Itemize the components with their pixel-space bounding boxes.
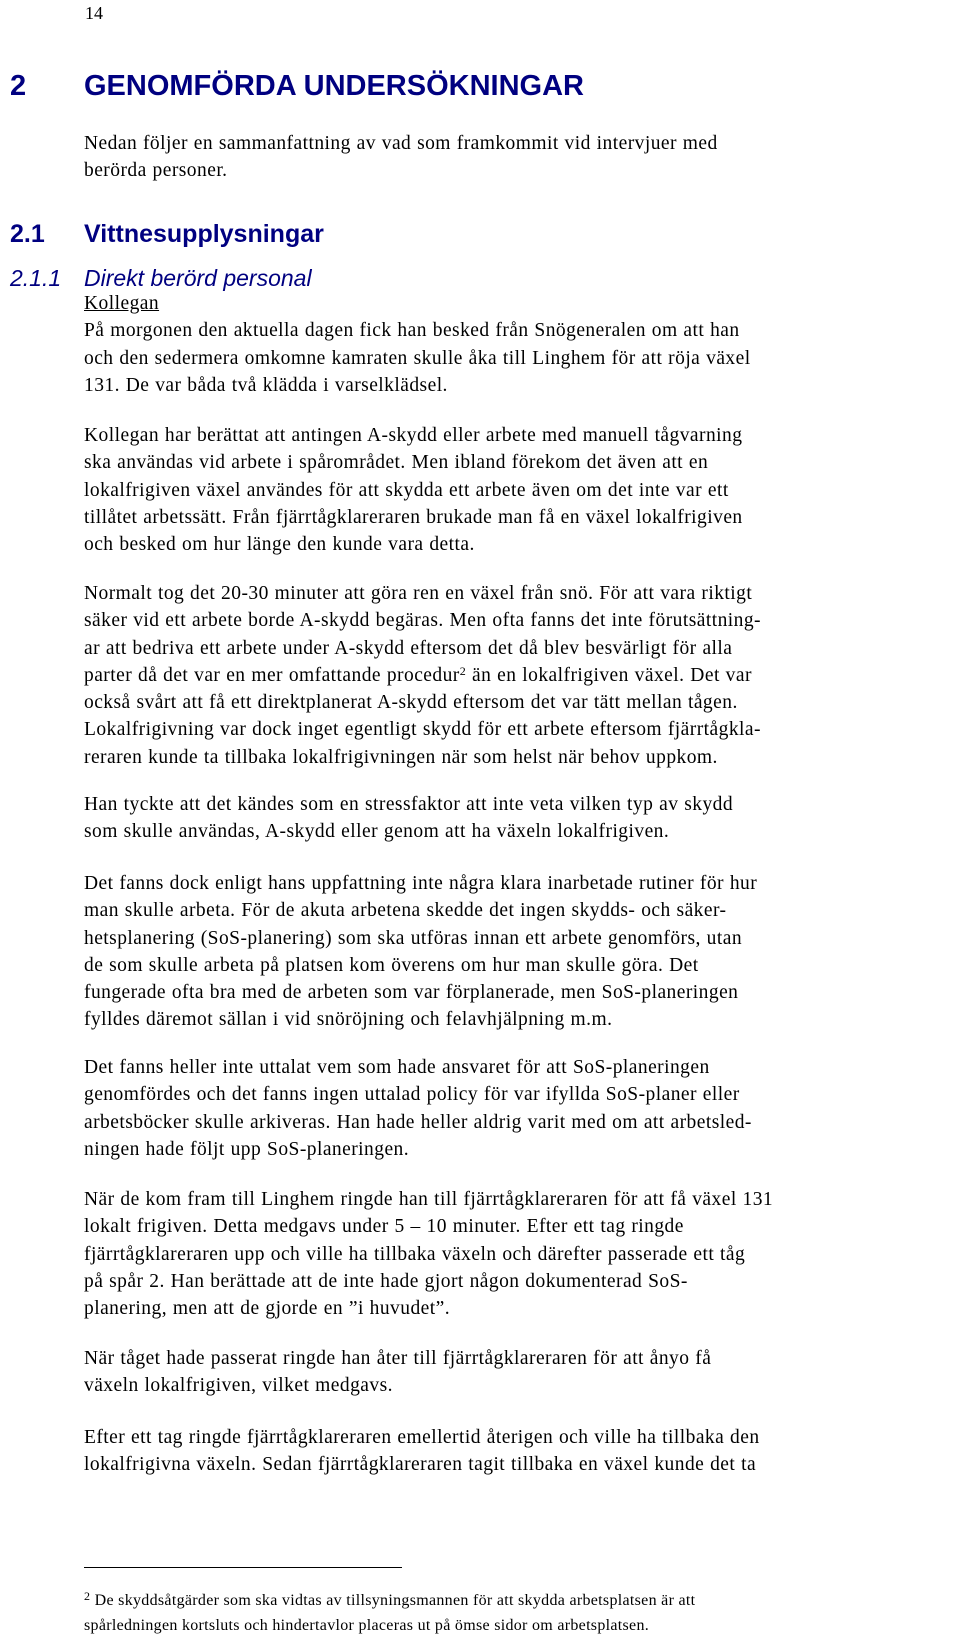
text-line: lokalt frigiven. Detta medgavs under 5 – 10 minuter. Efter ett tag ringde <box>84 1216 684 1238</box>
text-line: När tåget hade passerat ringde han åter till fjärrtågklareraren för att ånyo få <box>84 1348 712 1369</box>
paragraph-9 <box>84 1424 960 1479</box>
footnote-line <box>84 1588 960 1613</box>
text-line: planering, men att de gjorde en ”i huvudet”. <box>84 1298 451 1320</box>
text-line: Kollegan har berättat att antingen A-skydd eller arbete med manuell tågvarning <box>84 425 743 446</box>
text-line: och besked om hur länge den kunde vara detta. <box>84 534 475 556</box>
section-title: Vittnesupplysningar <box>84 220 324 248</box>
footnote-reference[interactable]: 2 <box>459 663 467 678</box>
text-line: lokalfrigiven växel användes för att skydda ett arbete även om det inte var ett <box>84 479 729 501</box>
text-segment: än en lokalfrigiven växel. Det var <box>466 664 752 686</box>
text-line: på spår 2. Han berättade att de inte hade gjort någon dokumenterad SoS- <box>84 1270 688 1292</box>
text-line: fungerade ofta bra med de arbeten som var förplanerade, men SoS-planeringen <box>84 982 739 1004</box>
paragraph-3 <box>84 580 960 771</box>
text-line: Normalt tog det 20-30 minuter att göra ren en växel från snö. För att vara riktigt <box>84 583 753 604</box>
subsection-heading <box>10 263 312 293</box>
chapter-number: 2 <box>10 70 27 102</box>
subsection-title: Direkt berörd personal <box>84 265 312 291</box>
text-line: Nedan följer en sammanfattning av vad som framkommit vid intervjuer med <box>84 133 718 154</box>
speaker-heading: Kollegan <box>84 293 160 314</box>
paragraph-1 <box>84 290 960 399</box>
text-line: de som skulle arbeta på platsen kom överens om hur man skulle göra. Det <box>84 954 699 976</box>
text-line: arbetsböcker skulle arkiveras. Han hade heller aldrig varit med om att arbetsled- <box>84 1111 752 1133</box>
paragraph-8 <box>84 1345 960 1400</box>
text-line <box>84 662 960 689</box>
text-line: lokalfrigivna växeln. Sedan fjärrtågklareraren tagit tillbaka en växel kunde det ta <box>84 1454 757 1476</box>
text-line: ar att bedriva ett arbete under A-skydd eftersom det då blev besvärligt för alla <box>84 637 733 659</box>
footnote-separator <box>84 1567 402 1568</box>
text-line: Efter ett tag ringde fjärrtågklareraren emellertid återigen och ville ha tillbaka den <box>84 1427 760 1448</box>
text-line: hetsplanering (SoS-planering) som ska utföras innan ett arbete genomförs, utan <box>84 927 743 949</box>
text-line: På morgonen den aktuella dagen fick han besked från Snögeneralen om att han <box>84 320 740 342</box>
text-line: tillåtet arbetssätt. Från fjärrtågklareraren brukade man få en växel lokalfrigiven <box>84 506 743 528</box>
footnote-line: spårledningen kortsluts och hindertavlor placeras ut på ömse sidor om arbetsplatsen. <box>84 1617 650 1634</box>
chapter-title: GENOMFÖRDA UNDERSÖKNINGAR <box>84 70 584 102</box>
section-heading <box>10 218 324 250</box>
text-segment: parter då det var en mer omfattande procedur <box>84 664 460 686</box>
paragraph-4 <box>84 791 960 846</box>
text-line: man skulle arbeta. För de akuta arbetena skedde det ingen skydds- och säker- <box>84 900 727 922</box>
text-line: genomfördes och det fanns ingen uttalad policy för var ifyllda SoS-planer eller <box>84 1084 740 1106</box>
text-line: ska användas vid arbete i spårområdet. Men ibland förekom det även att en <box>84 452 709 474</box>
text-line: som skulle användas, A-skydd eller genom att ha växeln lokalfrigiven. <box>84 821 670 843</box>
intro-paragraph <box>84 130 960 185</box>
paragraph-7 <box>84 1186 960 1322</box>
section-number: 2.1 <box>10 220 45 248</box>
text-line: 131. De var båda två klädda i varselklädsel. <box>84 374 448 396</box>
text-line: reraren kunde ta tillbaka lokalfrigivningen när som helst när behov uppkom. <box>84 746 718 768</box>
paragraph-6 <box>84 1054 960 1163</box>
text-line: också svårt att få ett direktplanerat A-skydd eftersom det var tätt mellan tågen. <box>84 692 738 714</box>
text-line: ningen hade följt upp SoS-planeringen. <box>84 1138 410 1160</box>
page-number: 14 <box>85 3 103 23</box>
text-line: fjärrtågklareraren upp och ville ha tillbaka växeln och därefter passerade ett tåg <box>84 1243 746 1265</box>
paragraph-2 <box>84 422 960 558</box>
subsection-number: 2.1.1 <box>10 265 62 291</box>
text-line: Det fanns dock enligt hans uppfattning inte några klara inarbetade rutiner för hur <box>84 873 758 894</box>
text-line: Lokalfrigivning var dock inget egentligt skydd för ett arbete eftersom fjärrtågkla- <box>84 719 761 741</box>
text-line: När de kom fram till Linghem ringde han till fjärrtågklareraren för att få växel 131 <box>84 1189 774 1210</box>
paragraph-5 <box>84 870 960 1034</box>
text-line: säker vid ett arbete borde A-skydd begäras. Men ofta fanns det inte förutsättning- <box>84 610 761 632</box>
text-line: växeln lokalfrigiven, vilket medgavs. <box>84 1375 393 1397</box>
text-line: fylldes däremot sällan i vid snöröjning och felavhjälpning m.m. <box>84 1009 613 1031</box>
footnote <box>84 1588 960 1638</box>
text-line: och den sedermera omkomne kamraten skulle åka till Linghem för att röja växel <box>84 347 751 369</box>
footnote-marker: 2 <box>84 1589 91 1603</box>
text-line: Han tyckte att det kändes som en stressfaktor att inte veta vilken typ av skydd <box>84 794 734 815</box>
text-line: Det fanns heller inte uttalat vem som hade ansvaret för att SoS-planeringen <box>84 1057 710 1078</box>
text-segment: De skyddsåtgärder som ska vidtas av tillsyningsmannen för att skydda arbetsplatsen är att <box>90 1592 696 1609</box>
text-line: berörda personer. <box>84 160 228 182</box>
chapter-heading <box>10 68 584 104</box>
